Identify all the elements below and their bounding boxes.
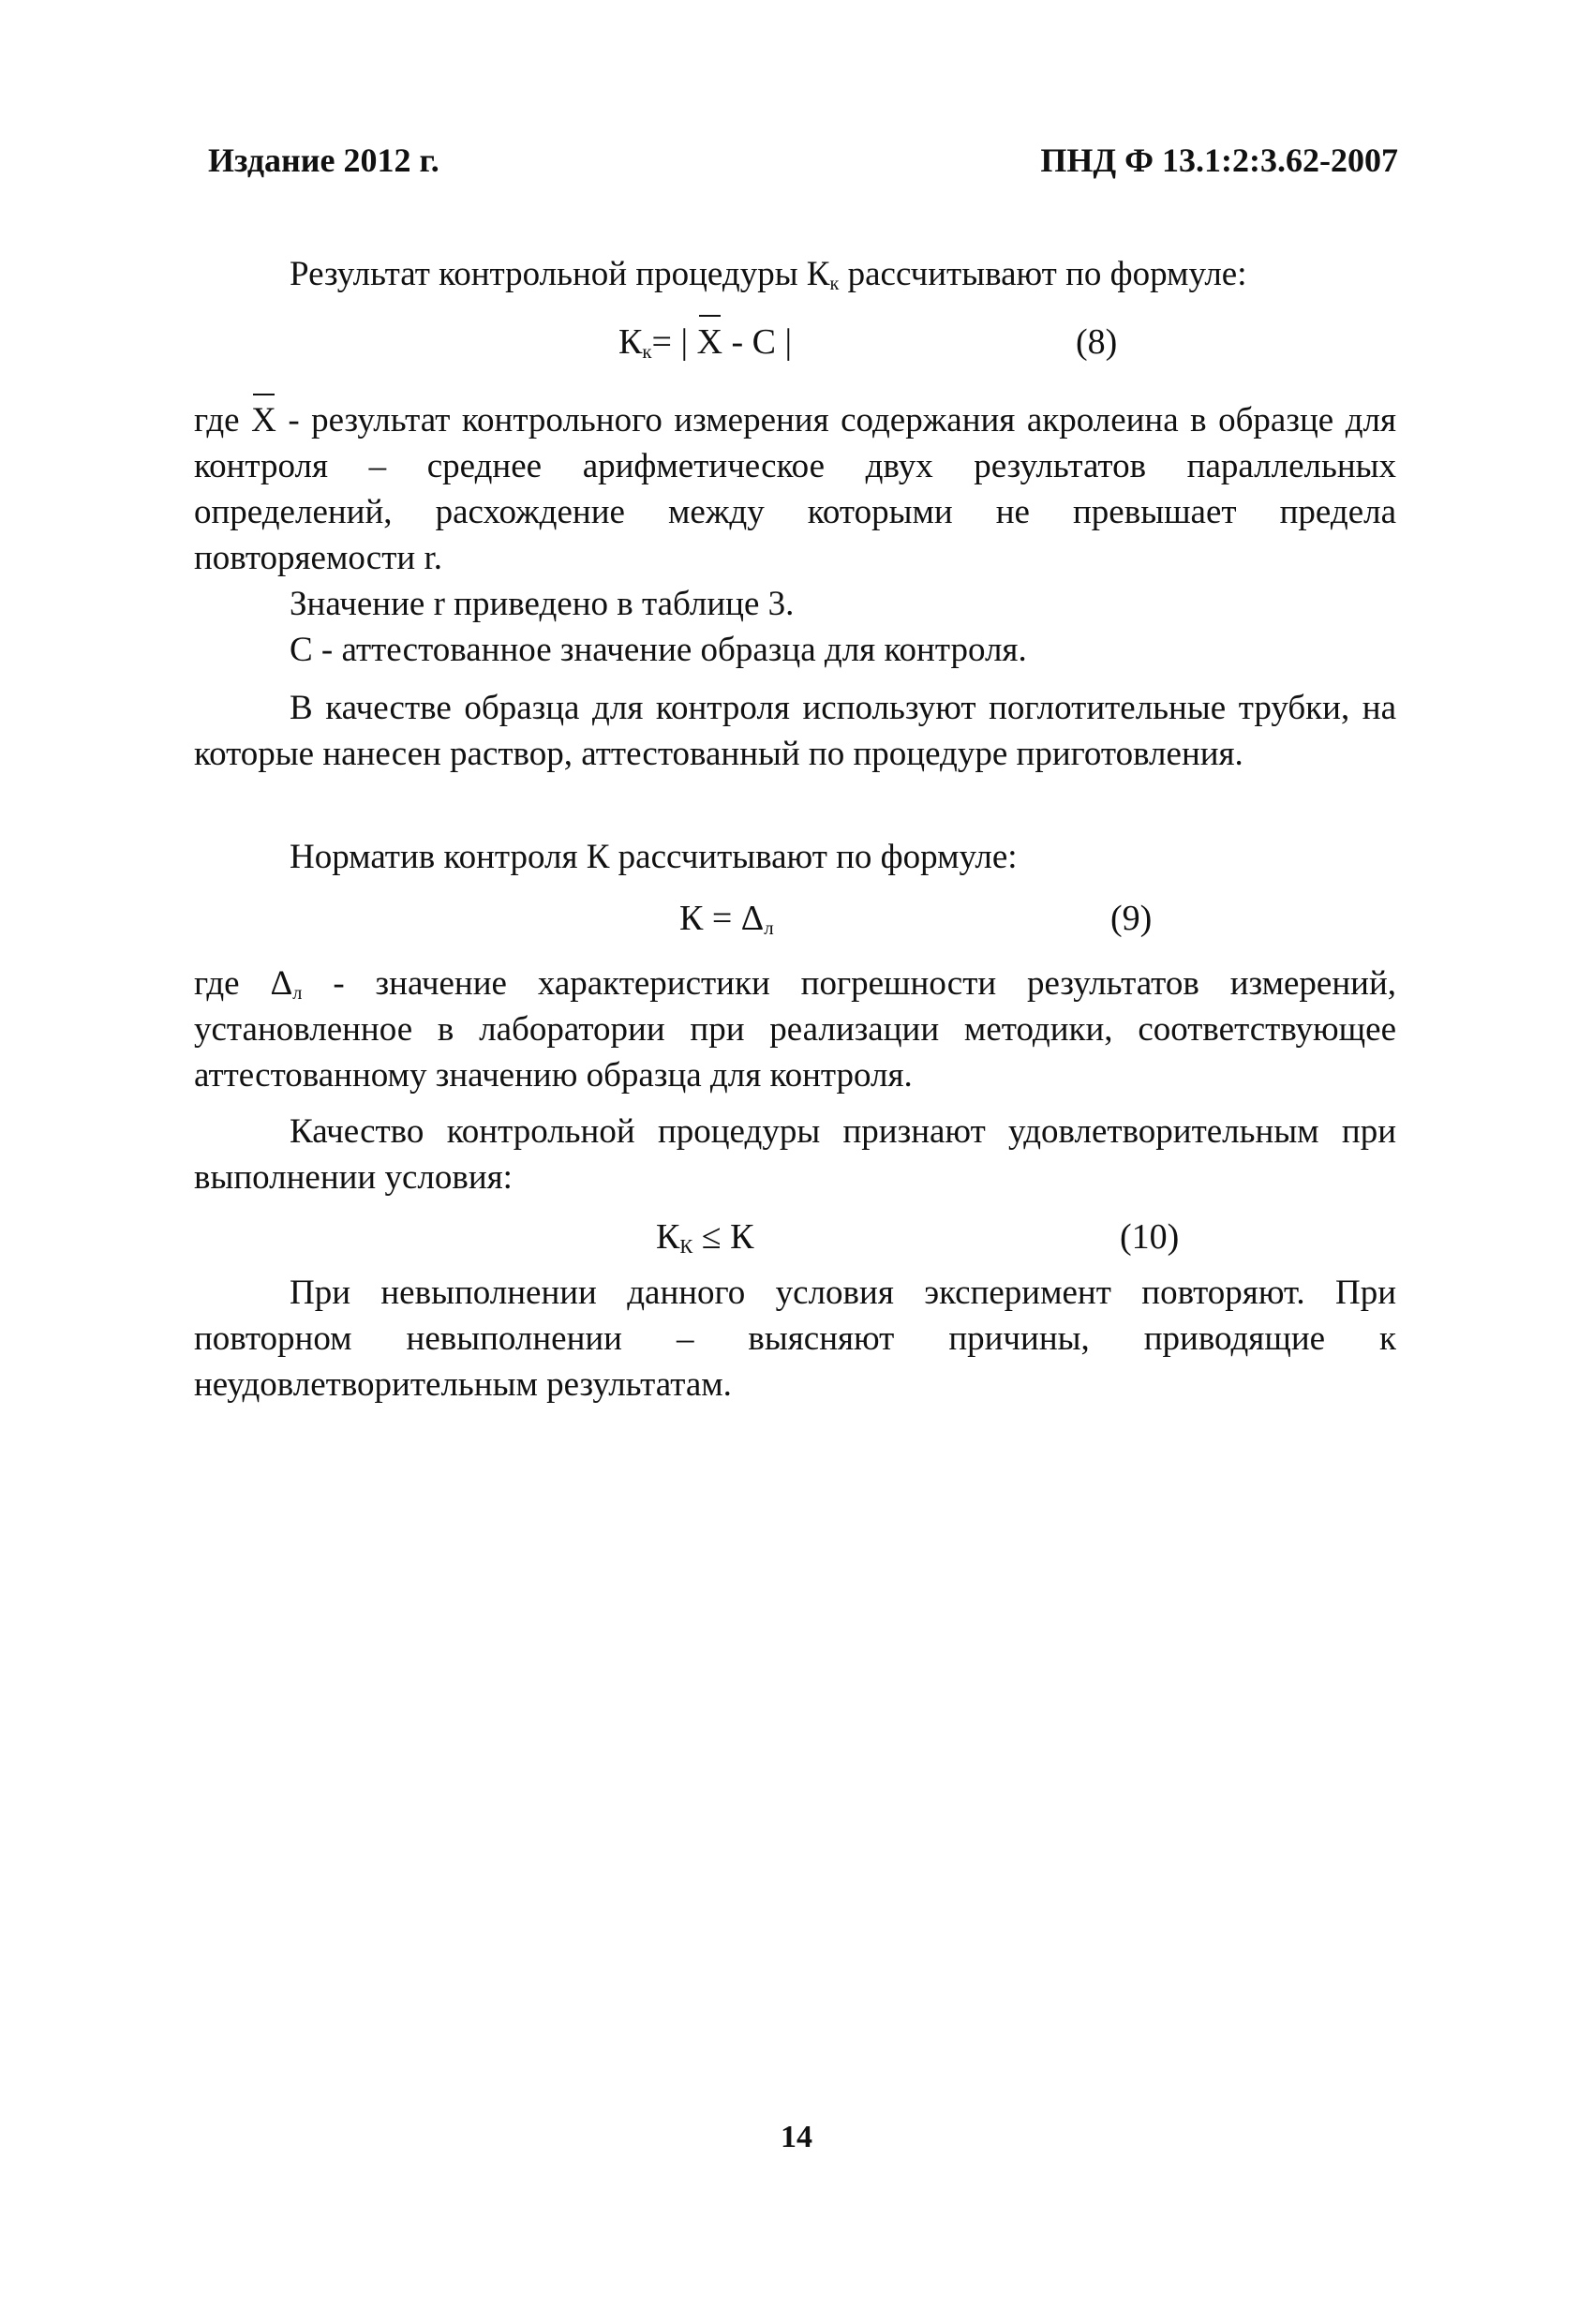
x-bar-symbol: X xyxy=(697,319,722,365)
where-x-paragraph: где X - результат контрольного измерения содержания акролеина в образце для контроля – среднее арифметическое двух результатов параллельных определений, расхождение между которыми не превышает предела повторяемости r. xyxy=(194,397,1396,581)
x-bar-symbol: X xyxy=(251,397,276,443)
formula-8: $К_к=$ | X - С | xyxy=(618,319,792,365)
equation-number-9: (9) xyxy=(1110,899,1153,938)
r-value-line: Значение r приведено в таблице 3. xyxy=(290,585,795,623)
formula-9: $К = \Delta_л$ xyxy=(679,899,774,940)
intro-paragraph: Результат контрольной процедуры $К_к$ рассчитывают по формуле: xyxy=(290,255,1247,295)
edition-label: Издание 2012 г. xyxy=(208,142,439,179)
page-number: 14 xyxy=(781,2120,812,2154)
norm-paragraph: Норматив контроля К рассчитывают по формуле: xyxy=(290,838,1018,876)
c-value-line: С - аттестованное значение образца для контроля. xyxy=(290,631,1027,669)
formula-10: $К_К \le К$ xyxy=(656,1217,754,1259)
where-delta-paragraph: где $\Delta_л$ - значение характеристики погрешности результатов измерений, установленное в лаборатории при реализации методики, соответствующее аттестованному значению образца для контроля. xyxy=(194,964,1397,1095)
sample-paragraph: В качестве образца для контроля используют поглотительные трубки, на которые нанесен раствор, аттестованный по процедуре приготовления. xyxy=(194,689,1396,773)
document-code: ПНД Ф 13.1:2:3.62-2007 xyxy=(1040,142,1398,179)
equation-number-8: (8) xyxy=(1076,322,1118,362)
quality-paragraph: Качество контрольной процедуры признают удовлетворительным при выполнении условия: xyxy=(194,1112,1396,1197)
equation-number-10: (10) xyxy=(1120,1217,1180,1257)
final-paragraph: При невыполнении данного условия эксперимент повторяют. При повторном невыполнении – выясняют причины, приводящие к неудовлетворительным результатам. xyxy=(194,1274,1396,1404)
